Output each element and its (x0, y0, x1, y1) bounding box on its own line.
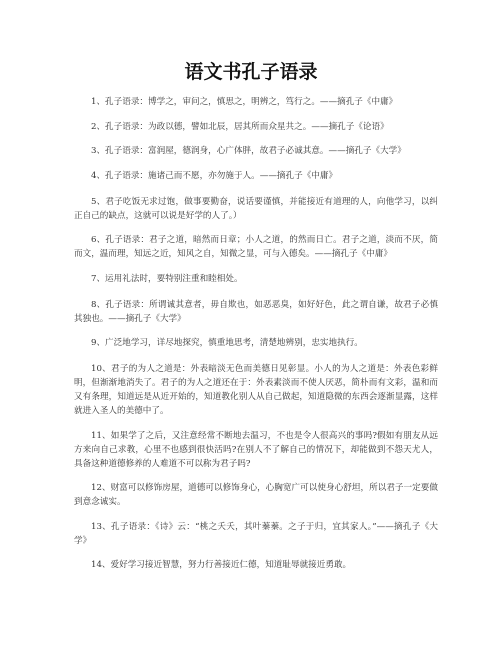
quote-paragraph-9: 9、广泛地学习，详尽地探究，慎重地思考，清楚地辨别，忠实地执行。 (91, 338, 363, 348)
quote-paragraph-4: 4、孔子语录：施诸己而不愿，亦勿施于人。——摘孔子《中庸》 (91, 170, 338, 181)
quote-paragraph-12: 12、财富可以修饰房屋，道德可以修饰身心，心胸宽广可以使身心舒坦，所以君子一定要做到意念诚实。 (74, 483, 438, 507)
quote-paragraph-2: 2、孔子语录：为政以德，譬如北辰，居其所而众星共之。——摘孔子《论语》 (91, 121, 389, 132)
quote-paragraph-10: 10、君子的为人之道是：外表暗淡无色而美德日见彰显。小人的为人之道是：外表色彩鲜明，但渐渐地消失了。君子的为人之道还在于：外表素淡而不使人厌恶，简朴而有文彩，温和而又有条理，知道远是从近开始的，知道教化别人从自己做起，知道隐微的东西会逐渐显露，这样就进入圣人的美德中了。 (74, 364, 438, 416)
quote-paragraph-8: 8、孔子语录：所谓诚其意者，毋自欺也，如恶恶臭，如好好色，此之谓自谦，故君子必慎其独也。——摘孔子《大学》 (74, 299, 438, 324)
quote-paragraph-3: 3、孔子语录：富润屋，德润身，心广体胖，故君子必诚其意。——摘孔子《大学》 (91, 146, 406, 156)
quote-paragraph-11: 11、如果学了之后，又注意经常不断地去温习，不也是令人很高兴的事吗?假如有朋友从远方来向自己求教，心里不也感到很快活吗?在别人不了解自己的情况下，却能做到不怨天尤人，具备这种道德修养的人难道不可以称为君子吗? (74, 430, 438, 469)
quote-paragraph-1: 1、孔子语录：博学之，审问之，慎思之，明辨之，笃行之。——摘孔子《中庸》 (91, 97, 398, 107)
quote-paragraph-13: 13、孔子语录：《诗》云：“桃之夭夭，其叶蓁蓁。之子于归，宜其家人。”——摘孔子《大学》 (74, 521, 438, 546)
document-title: 语文书孔子语录 (184, 61, 318, 83)
quote-paragraph-6: 6、孔子语录：君子之道，暗然而日章；小人之道，的然而日亡。君子之道，淡而不厌，简而文，温而理，知远之近，知风之自，知微之显，可与入德矣。——摘孔子《中庸》 (74, 235, 438, 259)
document-body (74, 95, 438, 584)
quote-paragraph-7: 7、运用礼法时，要特别注重和睦相处。 (91, 273, 243, 284)
quote-paragraph-14: 14、爱好学习接近智慧，努力行善接近仁德，知道耻辱就接近勇敢。 (91, 560, 352, 570)
quote-paragraph-5: 5、君子吃饭无求过饱，做事要勤奋，说话要谨慎，并能接近有道理的人，向他学习，以纠正自己的缺点，这就可以说是好学的人了。） (74, 196, 438, 221)
